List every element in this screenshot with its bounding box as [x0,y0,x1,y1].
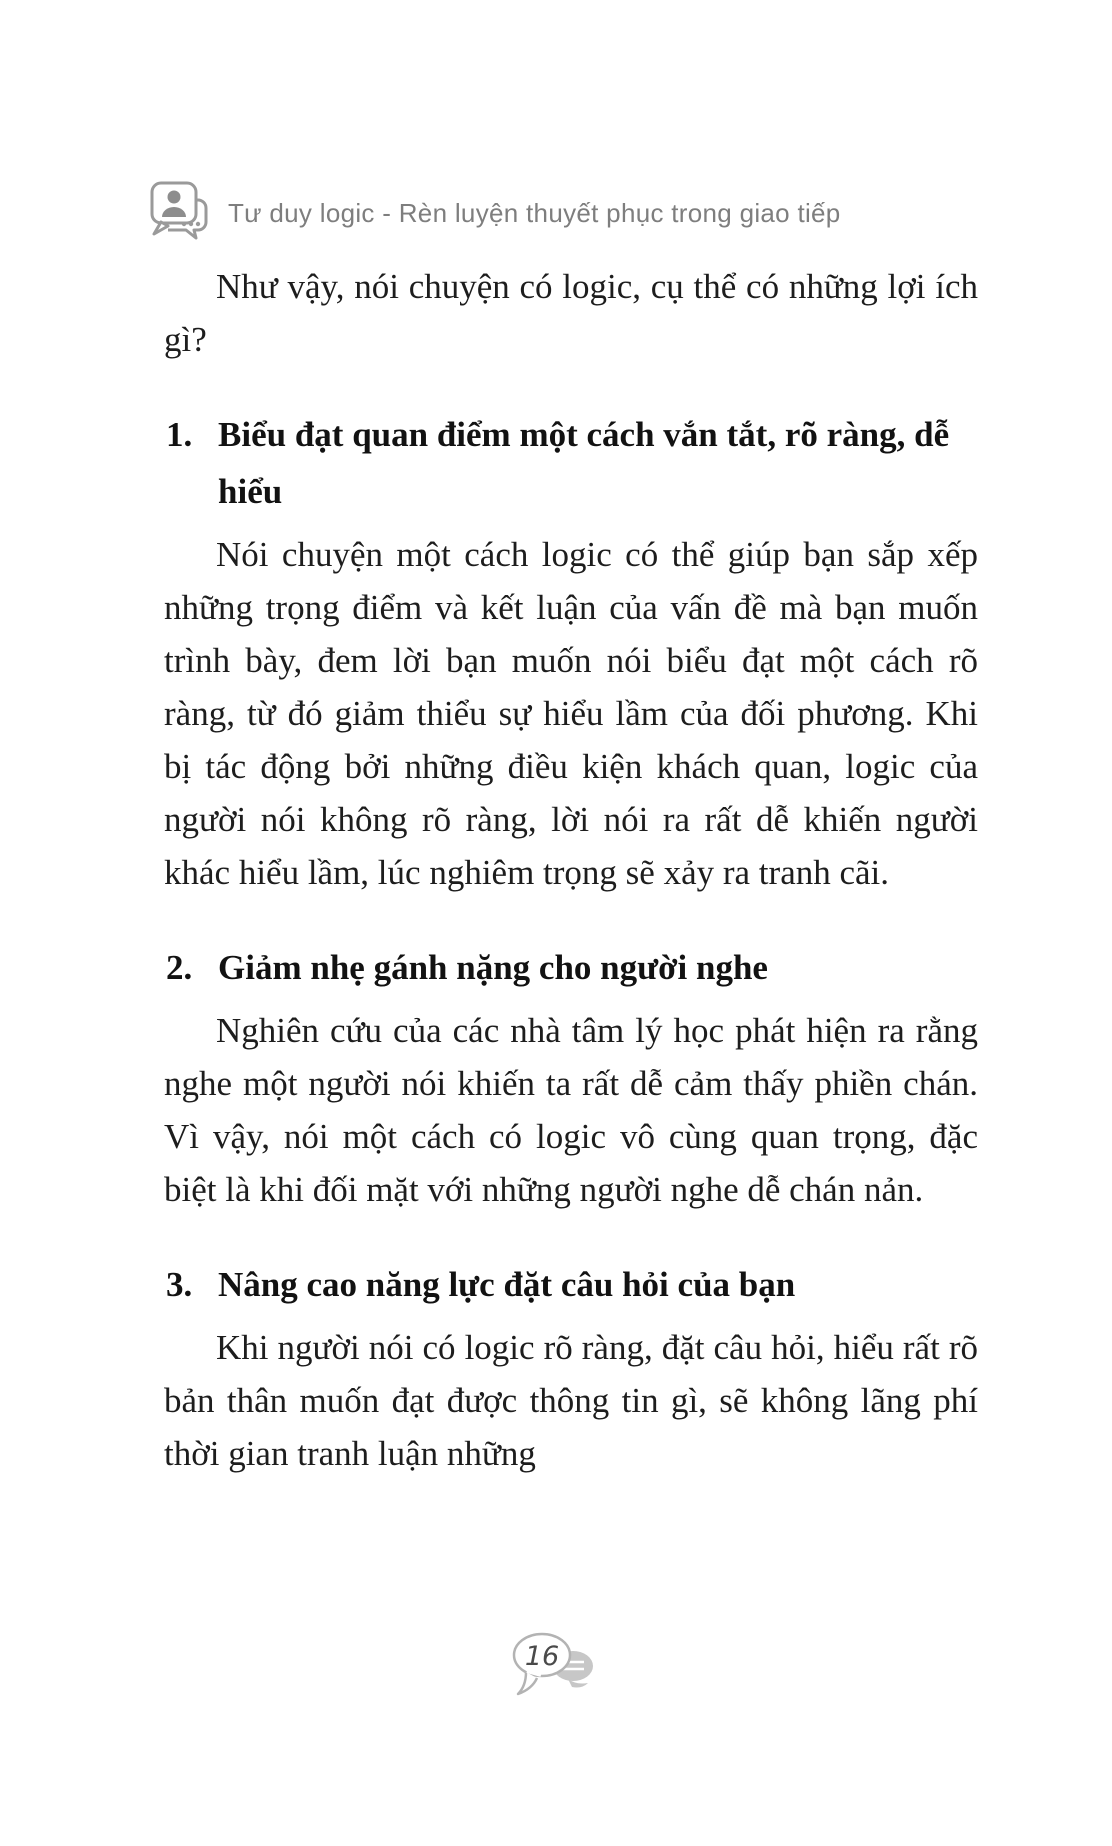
section-2-paragraph: Nghiên cứu của các nhà tâm lý học phát hiện ra rằng nghe một người nói khiến ta rất dễ cảm thấy phiền chán. Vì vậy, nói một cách có logic vô cùng quan trọng, đặc biệt là khi đối mặt với những người nghe dễ chán nản. [164,1011,978,1209]
section-2-number: 2. [166,948,193,987]
speech-bubbles-icon [498,1624,618,1714]
section-3-heading [164,1256,978,1313]
page-footer [498,1624,618,1714]
running-header-title: Tư duy logic - Rèn luyện thuyết phục trong giao tiếp [228,197,841,228]
section-2 [164,939,978,1216]
chat-person-icon [148,180,214,246]
section-1-heading [164,406,978,520]
intro-paragraph: Như vậy, nói chuyện có logic, cụ thể có những lợi ích gì? [164,267,978,359]
section-3-number: 3. [166,1265,193,1304]
section-2-heading [164,939,978,996]
page-number: 16 [524,1641,560,1672]
page-header [148,180,841,246]
section-1-title: Biểu đạt quan điểm một cách vắn tắt, rõ ràng, dễ hiểu [218,415,950,511]
section-1-paragraph: Nói chuyện một cách logic có thể giúp bạn sắp xếp những trọng điểm và kết luận của vấn đề mà bạn muốn trình bày, đem lời bạn muốn nói biểu đạt một cách rõ ràng, từ đó giảm thiểu sự hiểu lầm của đối phương. Khi bị tác động bởi những điều kiện khách quan, logic của người nói không rõ ràng, lời nói ra rất dễ khiến người khác hiểu lầm, lúc nghiêm trọng sẽ xảy ra tranh cãi. [164,535,978,892]
section-3-paragraph: Khi người nói có logic rõ ràng, đặt câu hỏi, hiểu rất rõ bản thân muốn đạt được thông tin gì, sẽ không lãng phí thời gian tranh luận những [164,1328,978,1473]
section-2-title: Giảm nhẹ gánh nặng cho người nghe [218,948,768,987]
section-1 [164,406,978,899]
section-1-number: 1. [166,415,193,454]
page-content [164,260,978,1480]
section-3-title: Nâng cao năng lực đặt câu hỏi của bạn [218,1265,796,1304]
section-3 [164,1256,978,1480]
